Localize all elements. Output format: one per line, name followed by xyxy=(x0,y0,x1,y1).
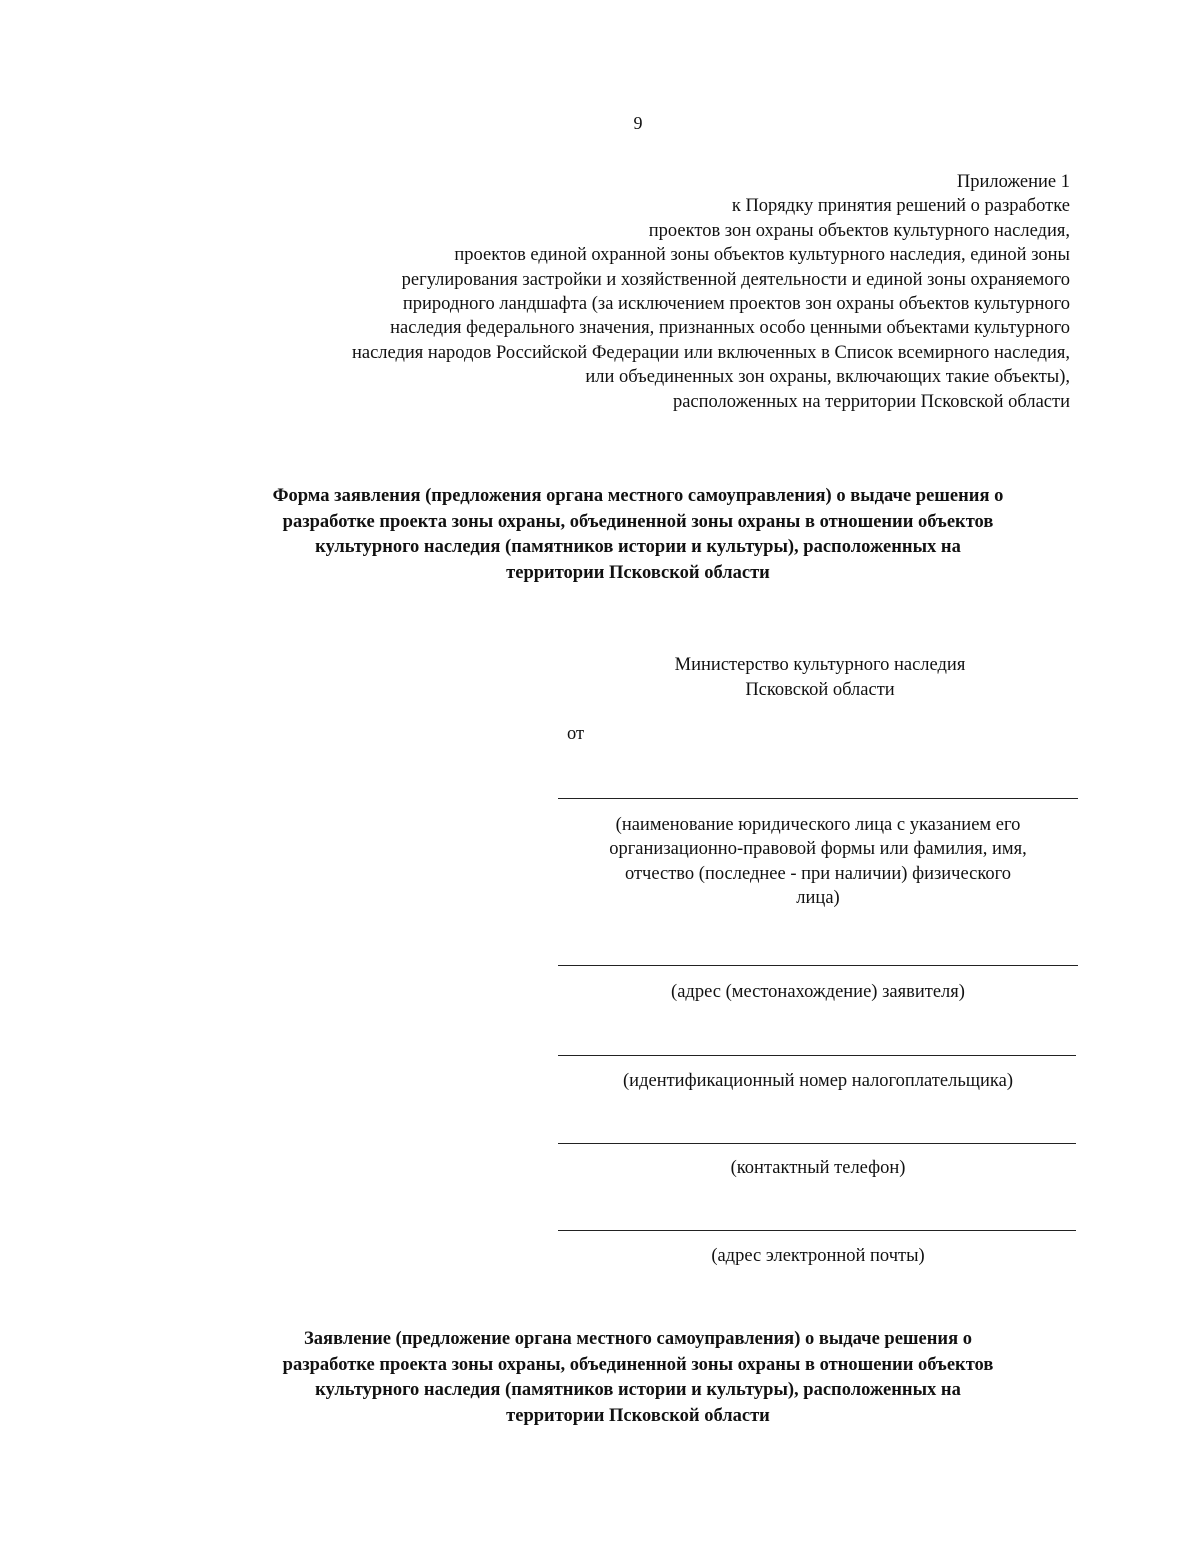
appendix-line: проектов единой охранной зоны объектов культурного наследия, единой зоны xyxy=(454,245,1070,266)
appendix-line: Приложение 1 xyxy=(956,172,1070,192)
appendix-line: к Порядку принятия решений о разработке xyxy=(731,196,1070,217)
form-title-line: разработке проекта зоны охраны, объединенной зоны охраны в отношении объектов xyxy=(282,511,994,532)
statement-title-line: Заявление (предложение органа местного самоуправления) о выдаче решения о xyxy=(304,1329,972,1349)
address-caption: (адрес (местонахождение) заявителя) xyxy=(671,982,965,1002)
caption-line: отчество (последнее - при наличии) физического xyxy=(624,863,1012,884)
caption-line: организационно-правовой формы или фамилия, имя, xyxy=(609,839,1027,860)
email-line[interactable] xyxy=(558,1230,1076,1231)
appendix-line: расположенных на территории Псковской области xyxy=(672,391,1070,412)
inn-caption: (идентификационный номер налогоплательщика) xyxy=(623,1071,1013,1091)
statement-title-line: разработке проекта зоны охраны, объединенной зоны охраны в отношении объектов xyxy=(282,1354,994,1375)
applicant-name-line[interactable] xyxy=(558,798,1078,799)
appendix-line: или объединенных зон охраны, включающих такие объекты), xyxy=(585,367,1070,388)
addressee-line: Псковской области xyxy=(745,680,895,700)
applicant-name-caption xyxy=(558,813,1078,911)
form-title xyxy=(150,484,1126,586)
appendix-line: регулирования застройки и хозяйственной деятельности и единой зоны охраняемого xyxy=(401,269,1070,290)
phone-caption: (контактный телефон) xyxy=(730,1158,906,1178)
addressee-block xyxy=(560,653,1080,703)
statement-title xyxy=(150,1327,1126,1429)
phone-line[interactable] xyxy=(558,1143,1076,1144)
form-title-line: территории Псковской области xyxy=(506,562,770,583)
form-title-line: культурного наследия (памятников истории и культуры), расположенных на xyxy=(315,537,961,557)
page-number: 9 xyxy=(633,113,643,133)
appendix-line: проектов зон охраны объектов культурного наследия, xyxy=(648,220,1070,241)
appendix-line: природного ландшафта (за исключением проектов зон охраны объектов культурного xyxy=(402,294,1070,315)
statement-title-line: территории Псковской области xyxy=(506,1405,770,1426)
caption-line: (наименование юридического лица с указанием его xyxy=(615,815,1021,835)
from-label: от xyxy=(567,724,585,744)
caption-line: лица) xyxy=(796,888,840,909)
inn-line[interactable] xyxy=(558,1055,1076,1056)
appendix-line: наследия народов Российской Федерации или включенных в Список всемирного наследия, xyxy=(351,342,1070,363)
addressee-line: Министерство культурного наследия xyxy=(674,655,966,675)
address-line[interactable] xyxy=(558,965,1078,966)
form-title-line: Форма заявления (предложения органа местного самоуправления) о выдаче решения о xyxy=(272,486,1004,506)
appendix-header xyxy=(170,170,1070,414)
statement-title-line: культурного наследия (памятников истории и культуры), расположенных на xyxy=(315,1380,961,1400)
appendix-line: наследия федерального значения, признанных особо ценными объектами культурного xyxy=(390,318,1070,339)
email-caption: (адрес электронной почты) xyxy=(711,1246,925,1266)
